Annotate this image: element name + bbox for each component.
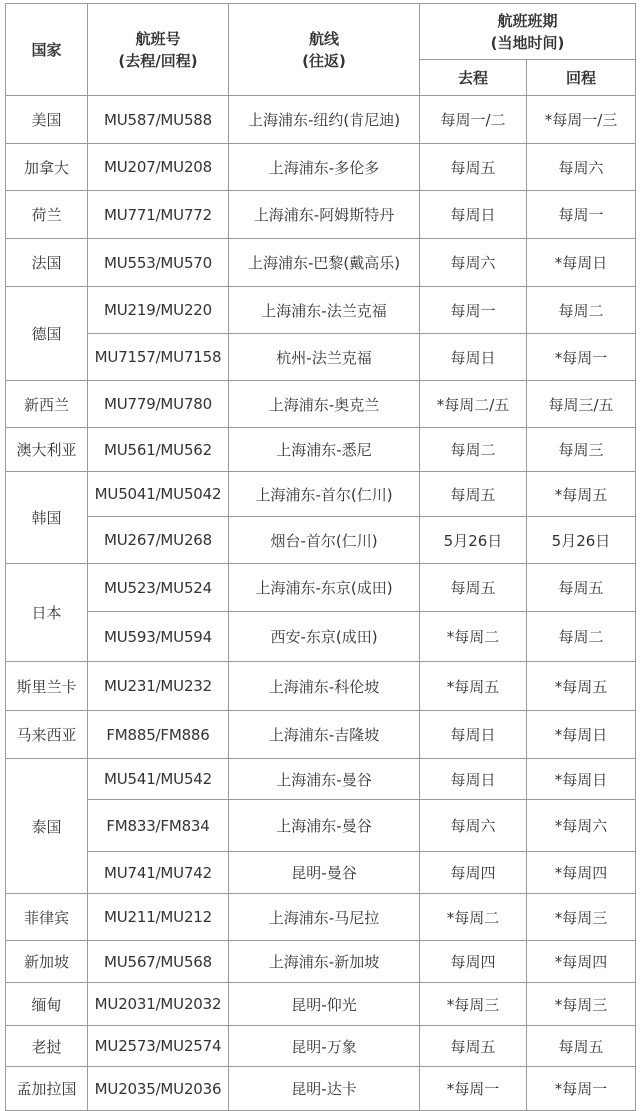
- table-row: [6, 894, 636, 941]
- table-row: [6, 381, 636, 428]
- route-cell: 上海浦东-东京(成田): [229, 564, 420, 612]
- flight-number-cell: MU523/MU524: [88, 564, 229, 612]
- table-header: [6, 4, 636, 96]
- country-cell: 缅甸: [6, 983, 88, 1026]
- table-row: [6, 941, 636, 983]
- route-cell: 烟台-首尔(仁川): [229, 517, 420, 564]
- header-country: 国家: [6, 4, 88, 96]
- return-cell: 每周五: [527, 1026, 636, 1067]
- country-cell: 美国: [6, 96, 88, 144]
- return-cell: *每周一: [527, 1067, 636, 1111]
- flight-number-cell: MU741/MU742: [88, 852, 229, 894]
- return-cell: 每周二: [527, 287, 636, 334]
- route-cell: 上海浦东-悉尼: [229, 428, 420, 472]
- country-cell: 孟加拉国: [6, 1067, 88, 1111]
- table-row: [6, 800, 636, 852]
- flight-number-cell: MU561/MU562: [88, 428, 229, 472]
- outbound-cell: 每周六: [420, 239, 527, 287]
- country-cell: 新加坡: [6, 941, 88, 983]
- return-cell: *每周日: [527, 759, 636, 800]
- return-cell: 每周六: [527, 144, 636, 191]
- country-cell: 加拿大: [6, 144, 88, 191]
- flight-number-cell: MU2573/MU2574: [88, 1026, 229, 1067]
- outbound-cell: 5月26日: [420, 517, 527, 564]
- table-row: [6, 711, 636, 759]
- route-cell: 上海浦东-马尼拉: [229, 894, 420, 941]
- return-cell: 每周二: [527, 612, 636, 662]
- route-cell: 上海浦东-法兰克福: [229, 287, 420, 334]
- route-cell: 上海浦东-曼谷: [229, 759, 420, 800]
- table-row: [6, 612, 636, 662]
- route-cell: 昆明-仰光: [229, 983, 420, 1026]
- outbound-cell: *每周一: [420, 1067, 527, 1111]
- outbound-cell: 每周一: [420, 287, 527, 334]
- country-cell: 法国: [6, 239, 88, 287]
- country-cell: 马来西亚: [6, 711, 88, 759]
- header-schedule: [420, 4, 636, 60]
- header-schedule-line2: (当地时间): [490, 33, 565, 52]
- table-row: [6, 191, 636, 239]
- table-row: [6, 96, 636, 144]
- flight-number-cell: MU541/MU542: [88, 759, 229, 800]
- header-flight-number-line1: 航班号: [135, 29, 181, 48]
- outbound-cell: 每周六: [420, 800, 527, 852]
- return-cell: 5月26日: [527, 517, 636, 564]
- country-cell: 泰国: [6, 759, 88, 894]
- table-row: [6, 239, 636, 287]
- flight-number-cell: MU567/MU568: [88, 941, 229, 983]
- header-return: 回程: [527, 60, 636, 96]
- flight-number-cell: MU779/MU780: [88, 381, 229, 428]
- table-row: [6, 1067, 636, 1111]
- outbound-cell: 每周五: [420, 144, 527, 191]
- header-flight-number: [88, 4, 229, 96]
- flight-number-cell: MU231/MU232: [88, 662, 229, 711]
- return-cell: *每周五: [527, 472, 636, 517]
- return-cell: *每周五: [527, 662, 636, 711]
- return-cell: 每周三/五: [527, 381, 636, 428]
- country-cell: 斯里兰卡: [6, 662, 88, 711]
- route-cell: 上海浦东-新加坡: [229, 941, 420, 983]
- return-cell: *每周日: [527, 239, 636, 287]
- outbound-cell: 每周日: [420, 334, 527, 381]
- outbound-cell: 每周四: [420, 941, 527, 983]
- outbound-cell: 每周一/二: [420, 96, 527, 144]
- return-cell: 每周一: [527, 191, 636, 239]
- flight-number-cell: MU587/MU588: [88, 96, 229, 144]
- table-row: [6, 334, 636, 381]
- flight-number-cell: FM833/FM834: [88, 800, 229, 852]
- header-route-line1: 航线: [308, 29, 339, 48]
- country-cell: 新西兰: [6, 381, 88, 428]
- route-cell: 西安-东京(成田): [229, 612, 420, 662]
- route-cell: 上海浦东-阿姆斯特丹: [229, 191, 420, 239]
- route-cell: 上海浦东-首尔(仁川): [229, 472, 420, 517]
- table-row: [6, 517, 636, 564]
- outbound-cell: 每周四: [420, 852, 527, 894]
- outbound-cell: 每周五: [420, 1026, 527, 1067]
- country-cell: 德国: [6, 287, 88, 381]
- return-cell: *每周一/三: [527, 96, 636, 144]
- route-cell: 上海浦东-多伦多: [229, 144, 420, 191]
- route-cell: 上海浦东-奥克兰: [229, 381, 420, 428]
- return-cell: *每周三: [527, 894, 636, 941]
- outbound-cell: *每周二/五: [420, 381, 527, 428]
- outbound-cell: *每周五: [420, 662, 527, 711]
- header-schedule-line1: 航班班期: [497, 11, 558, 30]
- table-row: [6, 287, 636, 334]
- return-cell: *每周四: [527, 941, 636, 983]
- route-cell: 上海浦东-曼谷: [229, 800, 420, 852]
- outbound-cell: *每周二: [420, 894, 527, 941]
- country-cell: 日本: [6, 564, 88, 662]
- header-flight-number-line2: (去程/回程): [118, 51, 198, 70]
- outbound-cell: 每周日: [420, 191, 527, 239]
- flight-number-cell: MU7157/MU7158: [88, 334, 229, 381]
- route-cell: 上海浦东-巴黎(戴高乐): [229, 239, 420, 287]
- outbound-cell: 每周五: [420, 564, 527, 612]
- header-route: [229, 4, 420, 96]
- flight-schedule-table: [5, 3, 636, 1111]
- flight-number-cell: MU593/MU594: [88, 612, 229, 662]
- return-cell: *每周一: [527, 334, 636, 381]
- table-row: [6, 564, 636, 612]
- country-cell: 韩国: [6, 472, 88, 564]
- route-cell: 昆明-万象: [229, 1026, 420, 1067]
- flight-number-cell: MU2035/MU2036: [88, 1067, 229, 1111]
- table-row: [6, 472, 636, 517]
- table-row: [6, 144, 636, 191]
- table-row: [6, 1026, 636, 1067]
- route-cell: 昆明-曼谷: [229, 852, 420, 894]
- flight-number-cell: MU553/MU570: [88, 239, 229, 287]
- outbound-cell: 每周日: [420, 759, 527, 800]
- flight-number-cell: MU219/MU220: [88, 287, 229, 334]
- table-row: [6, 852, 636, 894]
- table-row: [6, 662, 636, 711]
- route-cell: 上海浦东-吉隆坡: [229, 711, 420, 759]
- flight-number-cell: MU771/MU772: [88, 191, 229, 239]
- return-cell: *每周六: [527, 800, 636, 852]
- country-cell: 菲律宾: [6, 894, 88, 941]
- table-body: [6, 96, 636, 1111]
- outbound-cell: *每周二: [420, 612, 527, 662]
- flight-number-cell: FM885/FM886: [88, 711, 229, 759]
- outbound-cell: 每周日: [420, 711, 527, 759]
- header-outbound: 去程: [420, 60, 527, 96]
- flight-number-cell: MU267/MU268: [88, 517, 229, 564]
- route-cell: 昆明-达卡: [229, 1067, 420, 1111]
- return-cell: 每周三: [527, 428, 636, 472]
- country-cell: 老挝: [6, 1026, 88, 1067]
- return-cell: 每周五: [527, 564, 636, 612]
- outbound-cell: 每周五: [420, 472, 527, 517]
- route-cell: 上海浦东-科伦坡: [229, 662, 420, 711]
- outbound-cell: *每周三: [420, 983, 527, 1026]
- flight-number-cell: MU5041/MU5042: [88, 472, 229, 517]
- table-row: [6, 759, 636, 800]
- country-cell: 澳大利亚: [6, 428, 88, 472]
- flight-number-cell: MU211/MU212: [88, 894, 229, 941]
- return-cell: *每周三: [527, 983, 636, 1026]
- header-route-line2: (往返): [302, 51, 346, 70]
- flight-number-cell: MU207/MU208: [88, 144, 229, 191]
- route-cell: 上海浦东-纽约(肯尼迪): [229, 96, 420, 144]
- table-row: [6, 983, 636, 1026]
- table-row: [6, 428, 636, 472]
- outbound-cell: 每周二: [420, 428, 527, 472]
- flight-number-cell: MU2031/MU2032: [88, 983, 229, 1026]
- route-cell: 杭州-法兰克福: [229, 334, 420, 381]
- return-cell: *每周四: [527, 852, 636, 894]
- return-cell: *每周日: [527, 711, 636, 759]
- country-cell: 荷兰: [6, 191, 88, 239]
